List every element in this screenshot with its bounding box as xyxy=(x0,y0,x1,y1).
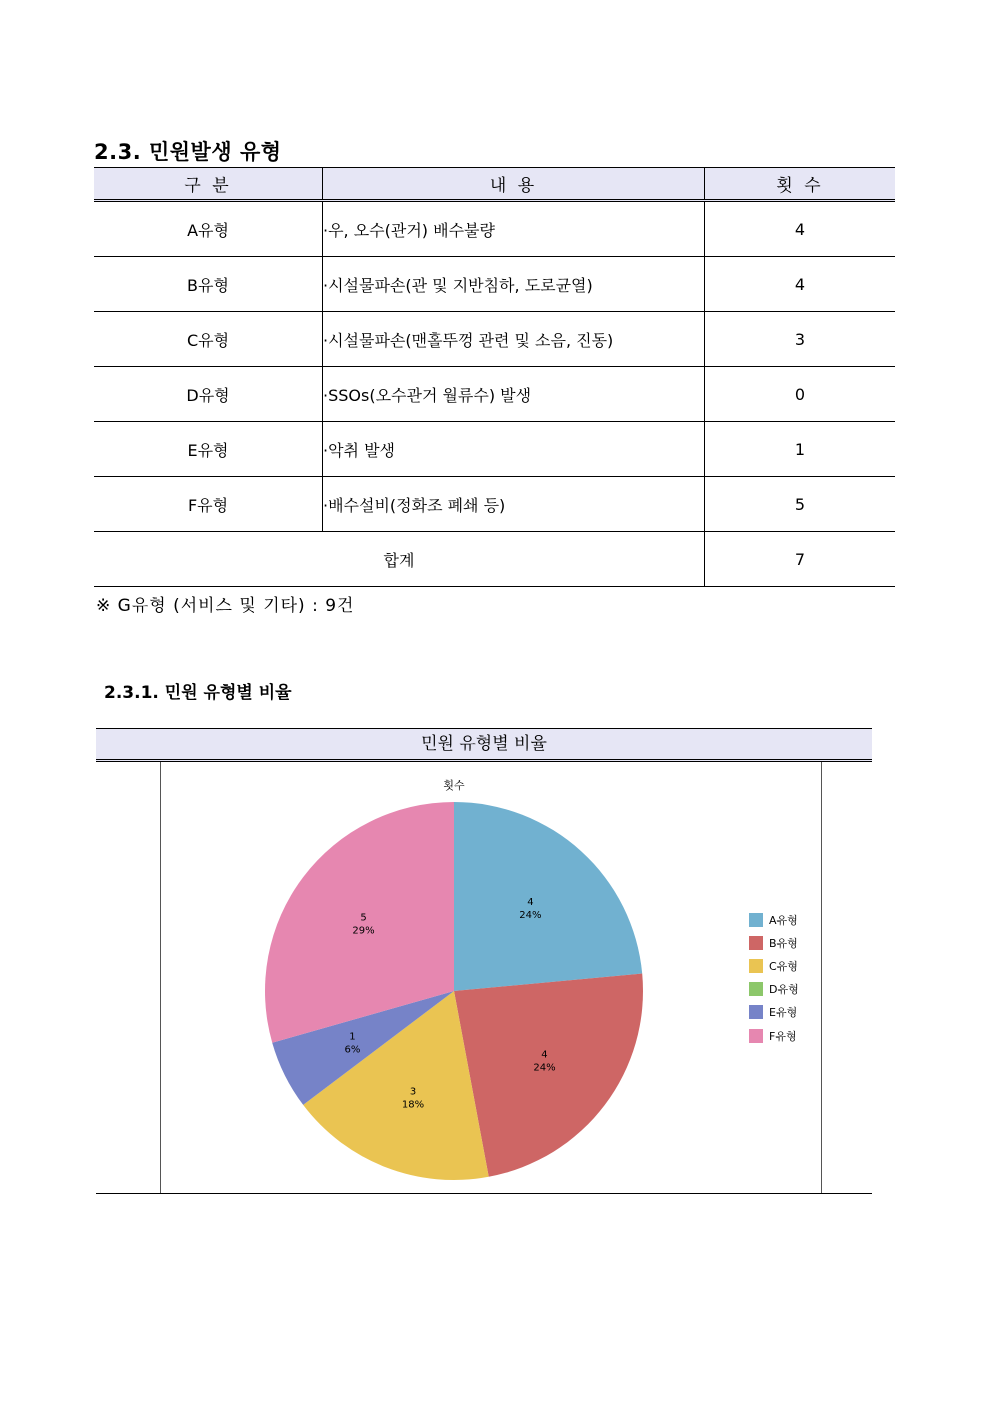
row-count: 5 xyxy=(705,477,896,532)
header-desc: 내 용 xyxy=(323,168,705,201)
legend-label: F유형 xyxy=(769,1029,797,1043)
slice-percent-label: 24% xyxy=(519,910,542,922)
footnote: ※ G유형 (서비스 및 기타) : 9건 xyxy=(96,596,355,616)
table-row xyxy=(94,312,895,367)
legend-label: C유형 xyxy=(769,959,798,973)
legend-swatch xyxy=(749,1005,763,1019)
row-desc: ·SSOs(오수관거 월류수) 발생 xyxy=(323,367,705,422)
row-count: 4 xyxy=(705,257,896,312)
pie-slices xyxy=(265,802,643,1180)
slice-value-label: 3 xyxy=(409,1086,417,1098)
slice-percent-label: 29% xyxy=(352,925,375,937)
row-type: D유형 xyxy=(94,367,323,422)
row-count: 1 xyxy=(705,422,896,477)
row-desc: ·시설물파손(관 및 지반침하, 도로균열) xyxy=(323,257,705,312)
row-type: B유형 xyxy=(94,257,323,312)
chart-frame xyxy=(160,762,822,1194)
legend-swatch xyxy=(749,936,763,950)
slice-value-label: 4 xyxy=(541,1049,548,1061)
legend-item xyxy=(749,908,799,931)
slice-percent-label: 6% xyxy=(344,1044,361,1056)
slice-value-label: 4 xyxy=(527,897,534,909)
table-row xyxy=(94,477,895,532)
row-type: C유형 xyxy=(94,312,323,367)
section-title: 2.3. 민원발생 유형 xyxy=(94,140,282,164)
slice-value-label: 5 xyxy=(360,912,367,924)
header-type: 구 분 xyxy=(94,168,323,201)
complaint-type-table xyxy=(94,167,895,587)
chart-bottom-rule xyxy=(96,1193,872,1194)
row-desc: ·악취 발생 xyxy=(323,422,705,477)
total-value: 7 xyxy=(705,532,896,587)
legend-label: D유형 xyxy=(769,983,799,997)
legend-item xyxy=(749,1024,799,1047)
row-count: 0 xyxy=(705,367,896,422)
row-count: 3 xyxy=(705,312,896,367)
slice-percent-label: 24% xyxy=(533,1062,556,1074)
table-total-row xyxy=(94,532,895,587)
row-desc: ·우, 오수(관거) 배수불량 xyxy=(323,201,705,257)
row-type: F유형 xyxy=(94,477,323,532)
legend-item xyxy=(749,1001,799,1024)
legend-swatch xyxy=(749,913,763,927)
table-row xyxy=(94,201,895,257)
chart-header: 민원 유형별 비율 xyxy=(96,728,872,762)
legend-swatch xyxy=(749,959,763,973)
legend-item xyxy=(749,978,799,1001)
legend-swatch xyxy=(749,982,763,996)
legend-label: A유형 xyxy=(769,913,798,927)
table-row xyxy=(94,367,895,422)
legend-label: E유형 xyxy=(769,1006,798,1020)
legend-label: B유형 xyxy=(769,936,798,950)
row-desc: ·시설물파손(맨홀뚜껑 관련 및 소음, 진동) xyxy=(323,312,705,367)
table-row xyxy=(94,257,895,312)
legend-item xyxy=(749,954,799,977)
row-type: E유형 xyxy=(94,422,323,477)
legend-swatch xyxy=(749,1029,763,1043)
table-header-row xyxy=(94,168,895,201)
pie-chart xyxy=(161,762,821,1194)
slice-percent-label: 18% xyxy=(401,1099,425,1111)
row-type: A유형 xyxy=(94,201,323,257)
row-desc: ·배수설비(정화조 폐쇄 등) xyxy=(323,477,705,532)
subsection-title: 2.3.1. 민원 유형별 비율 xyxy=(104,683,292,703)
slice-value-label: 1 xyxy=(349,1031,356,1043)
chart-legend xyxy=(749,908,799,1047)
pie-slice-A유형 xyxy=(454,802,642,991)
header-count: 횟 수 xyxy=(705,168,896,201)
table-row xyxy=(94,422,895,477)
row-count: 4 xyxy=(705,201,896,257)
legend-item xyxy=(749,931,799,954)
chart-title: 횟수 xyxy=(443,779,465,792)
total-label: 합계 xyxy=(94,532,705,587)
